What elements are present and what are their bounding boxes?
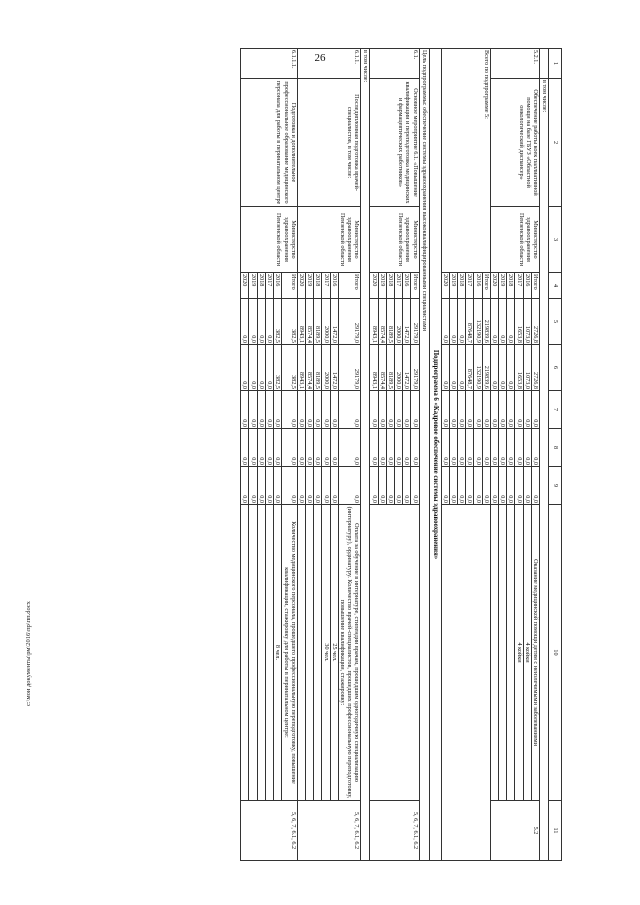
year-cell: 2016 — [330, 273, 338, 299]
value-cell: 8943,1 — [370, 299, 378, 345]
value-cell: 0,0 — [531, 429, 539, 467]
table-row — [540, 49, 549, 861]
value-cell: 382,5 — [282, 345, 297, 391]
value-cell: 1073,0 — [523, 345, 531, 391]
value-cell: 0,0 — [249, 299, 257, 345]
value-cell: 0,0 — [441, 345, 449, 391]
value-cell: 0,0 — [265, 429, 273, 467]
value-cell: 0,0 — [257, 429, 265, 467]
value-cell: 0,0 — [265, 299, 273, 345]
year-cell: 2016 — [403, 273, 411, 299]
table-row — [531, 49, 539, 861]
year-cell: 2019 — [305, 273, 313, 299]
table-row — [482, 49, 490, 861]
value-cell: 0,0 — [531, 467, 539, 505]
value-cell: 87648,7 — [466, 299, 474, 345]
value-cell: 0,0 — [441, 467, 449, 505]
value-cell: 0,0 — [297, 467, 305, 505]
table-row — [282, 49, 297, 861]
year-cell: 2016 — [474, 273, 482, 299]
year-cell: 2019 — [449, 273, 457, 299]
value-cell: 0,0 — [490, 429, 498, 467]
value-cell: 2726,8 — [531, 345, 539, 391]
value-cell: 0,0 — [449, 299, 457, 345]
table-row — [361, 49, 370, 861]
value-cell: 8943,1 — [297, 299, 305, 345]
including-label: в том числе: — [361, 49, 370, 861]
indicator-value: 30 чел. — [322, 505, 330, 801]
column-number-row — [549, 49, 562, 861]
value-cell: 0,0 — [305, 391, 313, 429]
value-cell: 382,5 — [274, 345, 282, 391]
year-cell: 2018 — [386, 273, 394, 299]
year-cell: 2020 — [490, 273, 498, 299]
indicator-text: Количество медицинского персонала, прошедшего профессиональную переподготовку, повышение квалификации, стажировку для работы в перинатальном центре: — [282, 505, 297, 801]
executor: Министерство здравоохранения Пензенской области — [490, 207, 539, 273]
indicator-value: 25 чел. — [330, 505, 338, 801]
table-row — [338, 49, 361, 861]
row-number: 6.1.1.1. — [241, 49, 297, 79]
value-cell: 0,0 — [370, 429, 378, 467]
value-cell: 0,0 — [498, 467, 506, 505]
value-cell: 219839,6 — [482, 345, 490, 391]
value-cell: 8189,5 — [386, 345, 394, 391]
value-cell: 29179,0 — [338, 345, 361, 391]
measure-name: Обеспечение работы коек паллиативной помощи на базе ГБУЗ «Областной онкологический диспансер» — [490, 79, 539, 207]
year-cell: Итого — [411, 273, 419, 299]
value-cell: 0,0 — [330, 429, 338, 467]
value-cell: 0,0 — [449, 467, 457, 505]
year-cell: 2018 — [457, 273, 465, 299]
value-cell: 0,0 — [515, 429, 523, 467]
value-cell: 0,0 — [257, 299, 265, 345]
row-number: 6.1. — [370, 49, 419, 79]
value-cell: 0,0 — [411, 429, 419, 467]
value-cell: 0,0 — [474, 391, 482, 429]
value-cell: 0,0 — [274, 429, 282, 467]
value-cell: 0,0 — [330, 391, 338, 429]
value-cell: 2000,0 — [394, 345, 402, 391]
value-cell: 0,0 — [498, 391, 506, 429]
year-cell: 2018 — [257, 273, 265, 299]
executor: Министерство здравоохранения Пензенской области — [297, 207, 361, 273]
year-cell: 2020 — [241, 273, 249, 299]
col-header: 3 — [549, 207, 562, 273]
value-cell: 0,0 — [411, 467, 419, 505]
value-cell: 0,0 — [507, 299, 515, 345]
value-cell: 0,0 — [490, 467, 498, 505]
year-cell: 2017 — [265, 273, 273, 299]
program-table — [240, 48, 562, 861]
year-cell: 2017 — [515, 273, 523, 299]
value-cell: 0,0 — [282, 429, 297, 467]
col-header: 7 — [549, 391, 562, 429]
executor: Министерство здравоохранения Пензенской области — [370, 207, 419, 273]
value-cell: 0,0 — [265, 345, 273, 391]
value-cell: 1472,0 — [330, 299, 338, 345]
ref-cell: 5, 6, 7, 6.1, 6.2 — [297, 801, 361, 861]
year-cell: Итого — [531, 273, 539, 299]
year-cell: 2017 — [322, 273, 330, 299]
col-header: 9 — [549, 467, 562, 505]
measure-name: Последипломная подготовка врачей-специалистов, в том числе: — [297, 79, 361, 207]
value-cell: 0,0 — [394, 429, 402, 467]
col-header: 4 — [549, 273, 562, 299]
year-cell: 2016 — [274, 273, 282, 299]
value-cell: 8574,4 — [305, 299, 313, 345]
value-cell: 0,0 — [274, 391, 282, 429]
value-cell: 0,0 — [403, 429, 411, 467]
value-cell: 0,0 — [498, 299, 506, 345]
value-cell: 1653,8 — [515, 345, 523, 391]
value-cell: 0,0 — [515, 467, 523, 505]
col-header: 2 — [549, 79, 562, 207]
year-cell: 2019 — [249, 273, 257, 299]
value-cell: 0,0 — [257, 391, 265, 429]
value-cell: 0,0 — [403, 467, 411, 505]
year-cell: 2020 — [441, 273, 449, 299]
value-cell: 0,0 — [507, 467, 515, 505]
subprogram-title: Подпрограмма 6 «Кадровое обеспечение системы здравоохранения» — [429, 49, 441, 861]
value-cell: 0,0 — [322, 429, 330, 467]
year-cell: 2020 — [297, 273, 305, 299]
value-cell: 0,0 — [482, 467, 490, 505]
col-header: 6 — [549, 345, 562, 391]
year-cell: 2020 — [370, 273, 378, 299]
value-cell: 0,0 — [474, 467, 482, 505]
value-cell: 29179,0 — [411, 345, 419, 391]
value-cell: 0,0 — [386, 429, 394, 467]
value-cell: 0,0 — [338, 467, 361, 505]
ref-cell: 5.2 — [490, 801, 539, 861]
value-cell: 2726,8 — [531, 299, 539, 345]
value-cell: 0,0 — [305, 467, 313, 505]
value-cell: 0,0 — [441, 429, 449, 467]
value-cell: 0,0 — [241, 467, 249, 505]
value-cell: 8943,1 — [370, 345, 378, 391]
ref-cell: 5, 6, 7, 6.1, 6.2 — [370, 801, 419, 861]
col-header: 8 — [549, 429, 562, 467]
value-cell: 0,0 — [474, 429, 482, 467]
year-cell: Итого — [482, 273, 490, 299]
value-cell: 1472,0 — [330, 345, 338, 391]
year-cell: 2017 — [394, 273, 402, 299]
value-cell: 0,0 — [322, 467, 330, 505]
indicator-value: 8 чел. — [274, 505, 282, 801]
value-cell: 8189,5 — [314, 299, 322, 345]
row-number: 5.2.1. — [490, 49, 539, 79]
value-cell: 0,0 — [249, 467, 257, 505]
value-cell: 382,5 — [282, 299, 297, 345]
value-cell: 0,0 — [386, 391, 394, 429]
table-row — [411, 49, 419, 861]
rotated-table-container — [86, 48, 562, 860]
value-cell: 0,0 — [449, 345, 457, 391]
measure-name: Основное мероприятие 6.1. «Повышение квалификации и переподготовка медицинских и фармацевтических работников» — [370, 79, 419, 207]
value-cell: 0,0 — [441, 391, 449, 429]
value-cell: 0,0 — [449, 429, 457, 467]
value-cell: 0,0 — [378, 467, 386, 505]
value-cell: 0,0 — [257, 467, 265, 505]
value-cell: 0,0 — [338, 429, 361, 467]
col-header: 1 — [549, 49, 562, 79]
subprogram-total-label: Всего по подпрограмме 5: — [441, 49, 490, 273]
value-cell: 0,0 — [523, 391, 531, 429]
value-cell: 0,0 — [466, 391, 474, 429]
year-cell: 2018 — [314, 273, 322, 299]
value-cell: 8943,1 — [297, 345, 305, 391]
value-cell: 2000,0 — [322, 299, 330, 345]
value-cell: 0,0 — [265, 467, 273, 505]
footer-file-path: c:\мои документы\рм\2016\пр\пп.docx — [25, 601, 32, 706]
value-cell: 0,0 — [249, 345, 257, 391]
table-row — [419, 49, 429, 861]
value-cell: 0,0 — [314, 429, 322, 467]
value-cell: 8574,4 — [378, 299, 386, 345]
value-cell: 0,0 — [378, 391, 386, 429]
subprogram-goal: Цель подпрограммы: обеспечение системы здравоохранения высококвалифицированными специалистами — [419, 49, 429, 861]
year-cell: 2016 — [523, 273, 531, 299]
indicator-value: 4 койки — [515, 505, 523, 801]
value-cell: 0,0 — [482, 391, 490, 429]
value-cell: 0,0 — [297, 391, 305, 429]
value-cell: 0,0 — [498, 345, 506, 391]
value-cell: 219839,6 — [482, 299, 490, 345]
value-cell: 0,0 — [370, 391, 378, 429]
value-cell: 0,0 — [282, 467, 297, 505]
measure-name: Подготовка и дополнительное профессиональное образование медицинского персонала для работы в перинатальном центре — [241, 79, 297, 207]
indicator-value: 4 койки — [523, 505, 531, 801]
value-cell: 0,0 — [394, 391, 402, 429]
value-cell: 0,0 — [449, 391, 457, 429]
value-cell: 0,0 — [241, 299, 249, 345]
col-header: 5 — [549, 299, 562, 345]
value-cell: 0,0 — [411, 391, 419, 429]
value-cell: 1472,0 — [403, 345, 411, 391]
value-cell: 0,0 — [490, 345, 498, 391]
value-cell: 0,0 — [507, 429, 515, 467]
value-cell: 0,0 — [386, 467, 394, 505]
ref-cell: 5, 6, 7, 6.1, 6.2 — [241, 801, 297, 861]
value-cell: 1073,0 — [523, 299, 531, 345]
value-cell: 0,0 — [282, 391, 297, 429]
value-cell: 0,0 — [322, 391, 330, 429]
value-cell: 0,0 — [394, 467, 402, 505]
value-cell: 0,0 — [403, 391, 411, 429]
value-cell: 0,0 — [274, 467, 282, 505]
year-cell: 2019 — [378, 273, 386, 299]
value-cell: 0,0 — [257, 345, 265, 391]
value-cell: 0,0 — [507, 391, 515, 429]
value-cell: 29179,0 — [338, 299, 361, 345]
value-cell: 0,0 — [507, 345, 515, 391]
including-label: в том числе: — [540, 79, 549, 861]
value-cell: 0,0 — [305, 429, 313, 467]
value-cell: 2000,0 — [394, 299, 402, 345]
value-cell: 0,0 — [466, 429, 474, 467]
value-cell: 0,0 — [241, 429, 249, 467]
value-cell: 0,0 — [466, 467, 474, 505]
value-cell: 382,5 — [274, 299, 282, 345]
value-cell: 0,0 — [523, 429, 531, 467]
value-cell: 87648,7 — [466, 345, 474, 391]
row-number: 6.1.1. — [297, 49, 361, 79]
value-cell: 2000,0 — [322, 345, 330, 391]
value-cell: 29179,0 — [411, 299, 419, 345]
value-cell: 0,0 — [482, 429, 490, 467]
value-cell: 132190,9 — [474, 345, 482, 391]
value-cell: 0,0 — [441, 299, 449, 345]
value-cell: 0,0 — [490, 299, 498, 345]
value-cell: 0,0 — [241, 391, 249, 429]
indicator-text: Оплата за обучение в интернатуре, стипендии врачам, прошедшим одногодичную специализацию (интернатуру), ординатуру. Количество врачей-специалистов, прошедших профессиональную переподготовку, повышение квалификации, стажировку: — [338, 505, 361, 801]
value-cell: 0,0 — [378, 429, 386, 467]
year-cell: 2017 — [466, 273, 474, 299]
value-cell: 0,0 — [249, 391, 257, 429]
indicator-text: Оказание медицинской помощи детям с неизлечимыми заболеваниями — [531, 505, 539, 801]
col-header: 11 — [549, 801, 562, 861]
value-cell: 0,0 — [531, 391, 539, 429]
value-cell: 0,0 — [523, 467, 531, 505]
year-cell: 2018 — [507, 273, 515, 299]
table-row — [429, 49, 441, 861]
value-cell: 0,0 — [457, 467, 465, 505]
year-cell: Итого — [282, 273, 297, 299]
value-cell: 8574,4 — [378, 345, 386, 391]
value-cell: 0,0 — [314, 467, 322, 505]
value-cell: 0,0 — [457, 429, 465, 467]
value-cell: 1653,8 — [515, 299, 523, 345]
value-cell: 8189,5 — [386, 299, 394, 345]
value-cell: 0,0 — [490, 391, 498, 429]
value-cell: 0,0 — [370, 467, 378, 505]
value-cell: 0,0 — [297, 429, 305, 467]
value-cell: 1472,0 — [403, 299, 411, 345]
value-cell: 8574,4 — [305, 345, 313, 391]
value-cell: 132190,9 — [474, 299, 482, 345]
value-cell: 0,0 — [249, 429, 257, 467]
value-cell: 0,0 — [498, 429, 506, 467]
executor: Министерство здравоохранения Пензенской области — [241, 207, 297, 273]
value-cell: 0,0 — [457, 391, 465, 429]
year-cell: 2019 — [498, 273, 506, 299]
value-cell: 0,0 — [330, 467, 338, 505]
value-cell: 0,0 — [314, 391, 322, 429]
page-number: 26 — [314, 52, 326, 64]
value-cell: 0,0 — [338, 391, 361, 429]
value-cell: 0,0 — [265, 391, 273, 429]
value-cell: 0,0 — [457, 299, 465, 345]
value-cell: 0,0 — [515, 391, 523, 429]
value-cell: 8189,5 — [314, 345, 322, 391]
col-header: 10 — [549, 505, 562, 801]
value-cell: 0,0 — [457, 345, 465, 391]
value-cell: 0,0 — [241, 345, 249, 391]
year-cell: Итого — [338, 273, 361, 299]
